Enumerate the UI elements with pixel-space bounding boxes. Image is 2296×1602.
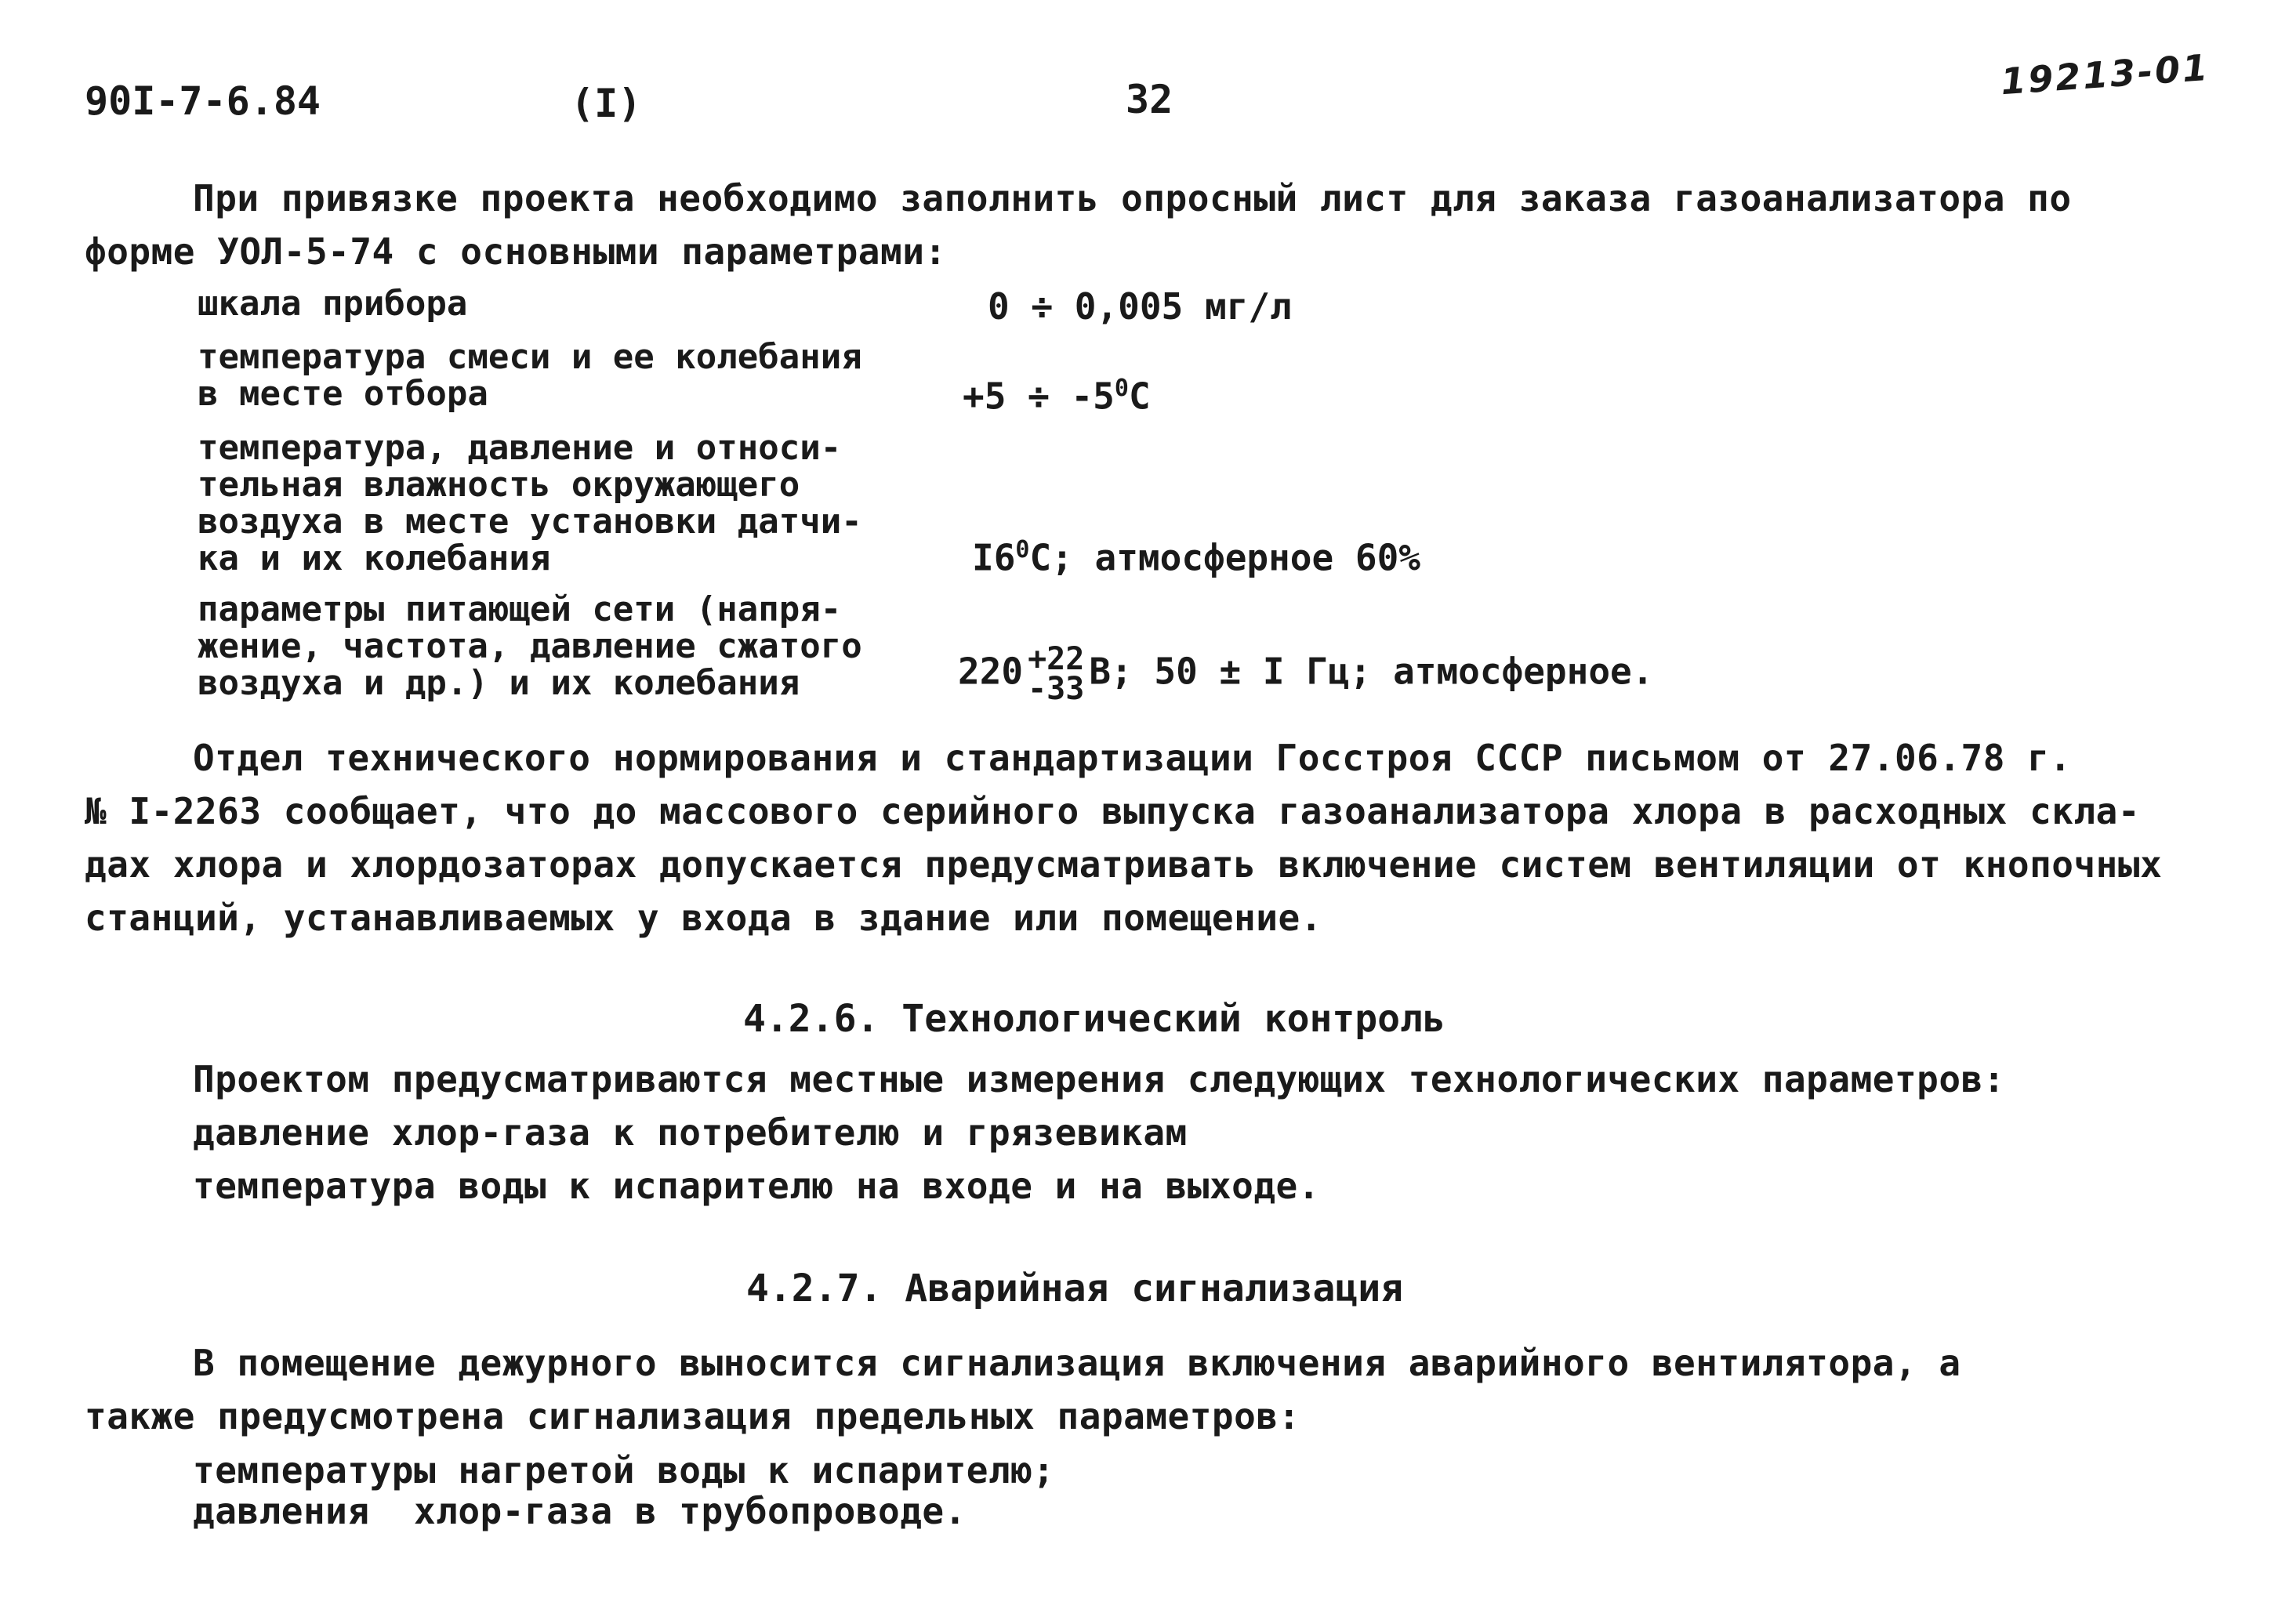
section-4-2-7-line-4: давления хлор-газа в трубопроводе. bbox=[193, 1490, 967, 1532]
param-name-ambient-air: температура, давление и относи- тельная влажность окружающего воздуха в месте установки датчи- ка и их колебания bbox=[198, 428, 862, 578]
section-4-2-6-title: 4.2.6. Технологический контроль bbox=[743, 997, 1445, 1041]
handwritten-code: 19213-01 bbox=[1999, 45, 2211, 103]
param-name-mix-temperature: температура смеси и ее колебания в месте отбора bbox=[198, 337, 862, 414]
section-4-2-6-line-2: давление хлор-газа к потребителю и грязевикам bbox=[193, 1111, 1188, 1154]
section-4-2-7-line-2: также предусмотрена сигнализация предельных параметров: bbox=[85, 1395, 1300, 1437]
param-name-power-supply: параметры питающей сети (напря- жение, частота, давление сжатого воздуха и др.) и их колебания bbox=[198, 589, 862, 703]
param-value-mix-temperature: $+5 \div -5^0C$ bbox=[963, 375, 1151, 418]
param-name-scale: шкала прибора bbox=[198, 284, 468, 324]
param-value-ambient-air: $I6^0C$; атмосферное 60% bbox=[972, 536, 1420, 579]
gosstroy-line-1: Отдел технического нормирования и стандартизации Госстроя СССР письмом от 27.06.78 г. bbox=[193, 737, 2072, 779]
section-4-2-7-line-3: температуры нагретой воды к испарителю; bbox=[193, 1449, 1055, 1491]
param-value-power-supply: 220 +22 -33 В; 50 ± I Гц; атмосферное. bbox=[958, 641, 1654, 707]
gosstroy-line-4: станций, устанавливаемых у входа в здание или помещение. bbox=[85, 897, 1322, 939]
intro-line-1: При привязке проекта необходимо заполнить опросный лист для заказа газоанализатора по bbox=[193, 177, 2072, 219]
section-4-2-7-title: 4.2.7. Аварийная сигнализация bbox=[746, 1267, 1404, 1310]
param-value-scale: 0 ÷ 0,005 мг/л bbox=[988, 285, 1292, 328]
document-code: 90I-7-6.84 bbox=[85, 78, 321, 124]
volume-number: (I) bbox=[571, 81, 642, 126]
section-4-2-7-line-1: В помещение дежурного выносится сигнализация включения аварийного вентилятора, а bbox=[193, 1342, 1961, 1384]
section-4-2-6-line-1: Проектом предусматриваются местные измерения следующих технологических параметров: bbox=[193, 1058, 2005, 1100]
voltage-tolerance-fraction: +22 -33 bbox=[1028, 641, 1085, 707]
gosstroy-line-3: дах хлора и хлордозаторах допускается предусматривать включение систем вентиляции от кнопочных bbox=[85, 843, 2163, 886]
page-number: 32 bbox=[1126, 77, 1173, 122]
section-4-2-6-line-3: температура воды к испарителю на входе и на выходе. bbox=[193, 1165, 1320, 1207]
intro-line-2: форме УОЛ-5-74 с основными параметрами: bbox=[85, 230, 947, 273]
gosstroy-line-2: № I-2263 сообщает, что до массового серийного выпуска газоанализатора хлора в расходных скла- bbox=[85, 790, 2141, 832]
